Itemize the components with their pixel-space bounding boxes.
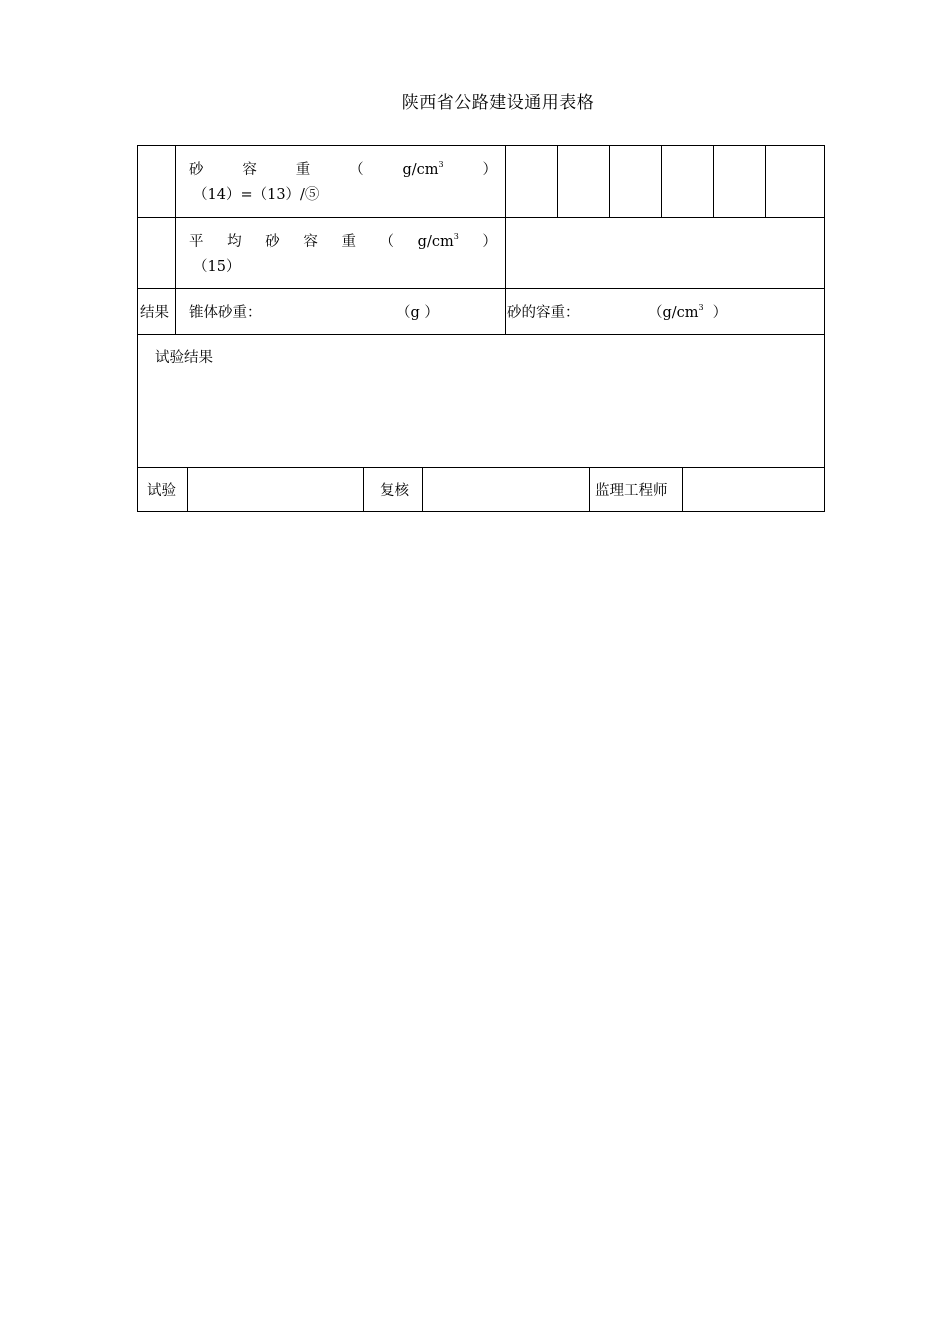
average-density-label: 平 均 砂 容 重 （ $g/cm^3$ ） [189, 232, 497, 250]
sand-density-unit: （$g/cm^3$ ） [648, 303, 728, 321]
test-result-label: 试验结果 [155, 350, 213, 366]
reviewer-label: 复核 [380, 483, 409, 499]
supervisor-label: 监理工程师 [595, 483, 668, 499]
tester-label: 试验 [147, 483, 176, 499]
average-density-ref: （15） [193, 259, 241, 275]
cone-sand-weight-label: 锥体砂重： [189, 305, 262, 321]
cone-sand-weight-unit: （g ） [396, 305, 439, 321]
density-label: 砂 容 重 （ $g/cm^3$ ） [189, 160, 497, 178]
density-formula: （14）=（13）/⑤ [193, 187, 320, 203]
page-title: 陕西省公路建设通用表格 [401, 93, 595, 113]
result-label: 结果 [140, 305, 169, 321]
sand-density-label: 砂的容重： [507, 305, 580, 321]
